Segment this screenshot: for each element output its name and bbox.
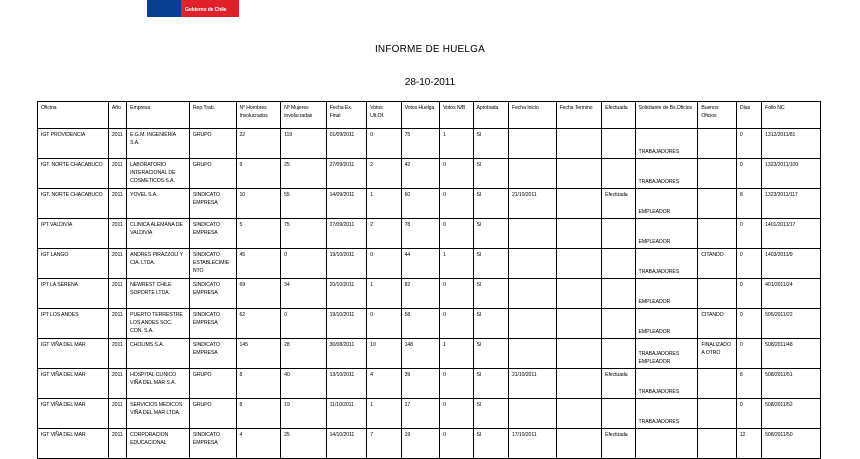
table-cell: 28 (281, 339, 327, 369)
table-cell: 508/2011/50 (762, 429, 821, 459)
table-cell: SINDICATO EMPRESA (189, 219, 236, 249)
table-cell (556, 249, 602, 279)
table-cell: Efectuada (602, 189, 635, 219)
table-cell: Efectuada (602, 369, 635, 399)
table-cell: 2011 (108, 129, 126, 159)
table-cell: GRUPO (189, 159, 236, 189)
table-cell (556, 309, 602, 339)
table-cell: 10 (236, 189, 281, 219)
column-header: Solicitante de Bs.Oficios (635, 102, 698, 129)
table-cell (602, 339, 635, 369)
table-cell (698, 399, 736, 429)
table-header (38, 102, 821, 129)
table-cell: 4 (367, 369, 401, 399)
table-cell: 2011 (108, 339, 126, 369)
table-cell: 30/08/2011 (326, 339, 367, 369)
table-cell: 1 (367, 279, 401, 309)
table-cell: 13/10/2011 (326, 369, 367, 399)
table-cell: 9 (236, 159, 281, 189)
table-cell (602, 159, 635, 189)
table-cell: 0 (736, 279, 761, 309)
table-cell: 401/2011/24 (762, 279, 821, 309)
table-cell (556, 369, 602, 399)
table-cell (602, 219, 635, 249)
table-cell: IPT LOS ANDES (38, 309, 109, 339)
table-cell: SI (473, 309, 508, 339)
column-header: Nº Mujeres Involucradas (281, 102, 327, 129)
table-cell: 0 (736, 249, 761, 279)
table-cell: Efectuada (602, 429, 635, 459)
column-header: Votos Ult.Of. (367, 102, 401, 129)
logo-blue-block (147, 0, 181, 17)
table-cell: LABORATORIO INTERACIONAL DE COSMETICOS S.A. (127, 159, 190, 189)
table-cell: 1 (367, 399, 401, 429)
table-cell (556, 339, 602, 369)
table-cell: 2 (367, 159, 401, 189)
table-row (38, 339, 821, 369)
table-cell (602, 249, 635, 279)
table-cell: EMPLEADOR (635, 189, 698, 219)
table-row (38, 279, 821, 309)
table-cell: 0 (281, 249, 327, 279)
table-cell: IGT VIÑA DEL MAR (38, 429, 109, 459)
table-cell: 119 (281, 129, 327, 159)
table-cell: 2011 (108, 219, 126, 249)
table-cell: 39 (401, 369, 439, 399)
report-title: INFORME DE HUELGA (374, 44, 486, 55)
table-cell: EMPLEADOR (635, 309, 698, 339)
table-cell: 1312/2011/81 (762, 129, 821, 159)
table-cell: 19/10/2011 (326, 249, 367, 279)
table-cell: SINDICATO ESTABLECIMIENTO (189, 249, 236, 279)
table-cell: 45 (236, 249, 281, 279)
table-cell (508, 159, 556, 189)
table-cell: 34 (281, 279, 327, 309)
table-cell: NEWREST CHILE SOPORTE LTDA. (127, 279, 190, 309)
table-cell: SI (473, 279, 508, 309)
report-date: 28-10-2011 (404, 77, 456, 88)
table-cell: SI (473, 399, 508, 429)
table-cell: 1403/2011/9 (762, 249, 821, 279)
table-cell: SI (473, 219, 508, 249)
table-cell: 7 (367, 429, 401, 459)
table-cell (508, 339, 556, 369)
table-cell: EMPLEADOR (635, 219, 698, 249)
table-cell (556, 189, 602, 219)
table-cell: 60 (401, 189, 439, 219)
table-cell: SINDICATO EMPRESA (189, 309, 236, 339)
table-cell: 0 (736, 339, 761, 369)
table-row (38, 219, 821, 249)
table-cell: IGT PROVIDENCIA (38, 129, 109, 159)
table-cell: GRUPO (189, 369, 236, 399)
table-cell: SINDICATO EMPRESA (189, 189, 236, 219)
table-cell (556, 429, 602, 459)
table-cell (698, 219, 736, 249)
table-cell: 0 (440, 429, 473, 459)
table-cell: 2011 (108, 429, 126, 459)
table-row (38, 129, 821, 159)
column-header: Buenos Oficios (698, 102, 736, 129)
table-cell (602, 309, 635, 339)
table-cell: IPT VALDIVIA (38, 219, 109, 249)
table-cell: FINALIZADO A OTRO (698, 339, 736, 369)
column-header: Rep.Trab. (189, 102, 236, 129)
column-header: Fecha Ex. Final (326, 102, 367, 129)
table-cell: 1323/2011/109 (762, 159, 821, 189)
table-cell: 10 (367, 339, 401, 369)
table-cell: 1323/2011/117 (762, 189, 821, 219)
column-header: Oficina (38, 102, 109, 129)
table-cell: 0 (281, 309, 327, 339)
column-header: Votos Huelga (401, 102, 439, 129)
table-cell: SI (473, 429, 508, 459)
table-cell: GRUPO (189, 129, 236, 159)
table-cell: CLINICA ALEMANA DE VALDIVIA (127, 219, 190, 249)
table-cell: 1 (440, 249, 473, 279)
column-header: Días (736, 102, 761, 129)
table-cell (508, 399, 556, 429)
table-cell: 0 (440, 399, 473, 429)
table-cell: 2011 (108, 189, 126, 219)
table-cell: 62 (236, 309, 281, 339)
table-cell: 27/09/2011 (326, 159, 367, 189)
table-cell: 22 (236, 129, 281, 159)
column-header: Empresa (127, 102, 190, 129)
table-cell: YOVEL S.A. (127, 189, 190, 219)
table-row (38, 399, 821, 429)
table-cell: 0 (440, 279, 473, 309)
table-row (38, 249, 821, 279)
table-cell: 11/10/2011 (326, 399, 367, 429)
table-cell: TRABAJADORES (635, 369, 698, 399)
table-cell: 2011 (108, 309, 126, 339)
table-cell: 0 (440, 159, 473, 189)
table-cell (602, 129, 635, 159)
table-cell: CHOLIMS S.A. (127, 339, 190, 369)
table-cell: IGT VIÑA DEL MAR (38, 339, 109, 369)
table-cell: CITANDO (698, 249, 736, 279)
table-cell: SI (473, 129, 508, 159)
table-cell: 17/10/2011 (508, 429, 556, 459)
table-cell: 1 (367, 189, 401, 219)
table-cell: 0 (440, 189, 473, 219)
table-cell (508, 309, 556, 339)
header-row (38, 102, 821, 129)
table-cell: 1401/2011/17 (762, 219, 821, 249)
table-cell: 8 (736, 189, 761, 219)
table-cell: 2011 (108, 399, 126, 429)
table-cell (508, 279, 556, 309)
table-cell: 19 (281, 399, 327, 429)
table-cell: 2 (367, 219, 401, 249)
table-cell: HOSPITAL CLINICO VIÑA DEL MAR S.A. (127, 369, 190, 399)
table-cell: TRABAJADORES (635, 399, 698, 429)
table-cell: 20/10/2011 (326, 279, 367, 309)
table-cell: 2011 (108, 159, 126, 189)
table-cell: TRABAJADORES (635, 159, 698, 189)
table-cell: 1 (440, 339, 473, 369)
table-row (38, 159, 821, 189)
table-cell: 40 (281, 369, 327, 399)
table-cell (508, 129, 556, 159)
table-cell: 508/2011/52 (762, 399, 821, 429)
table-cell: PUERTO TERRESTRE LOS ANDES SOC. CON. S.A. (127, 309, 190, 339)
table-cell: IGT VIÑA DEL MAR (38, 399, 109, 429)
table-cell: 14/09/2011 (326, 189, 367, 219)
table-cell (698, 369, 736, 399)
table-cell (556, 279, 602, 309)
column-header: Fecha Inicio (508, 102, 556, 129)
table-cell: 42 (401, 159, 439, 189)
table-cell (556, 399, 602, 429)
table-cell: 0 (736, 309, 761, 339)
column-header: Fecha Termino (556, 102, 602, 129)
table-cell: 27/09/2011 (326, 219, 367, 249)
table-cell (602, 399, 635, 429)
table-cell: 69 (236, 279, 281, 309)
table-cell: SI (473, 369, 508, 399)
table-cell: 0 (440, 309, 473, 339)
table-cell: 148 (401, 339, 439, 369)
table-cell (602, 279, 635, 309)
table-cell: 0 (367, 129, 401, 159)
table-cell (508, 219, 556, 249)
table-cell: 75 (281, 219, 327, 249)
table-cell: 21/10/2011 (508, 369, 556, 399)
table-cell: 4 (236, 429, 281, 459)
table-row (38, 369, 821, 399)
table-row (38, 189, 821, 219)
table-cell: GRUPO (189, 399, 236, 429)
logo-text: Gobierno de Chile (185, 7, 227, 13)
table-cell: 01/09/2011 (326, 129, 367, 159)
table-cell: 44 (401, 249, 439, 279)
table-cell: 8 (736, 369, 761, 399)
table-cell: 12 (736, 429, 761, 459)
table-cell: 75 (401, 129, 439, 159)
table-cell (556, 159, 602, 189)
column-header: Año (108, 102, 126, 129)
strike-report-table (37, 101, 821, 459)
table-cell: CORPORACION EDUCACIONAL (127, 429, 190, 459)
table-cell: 8 (236, 399, 281, 429)
table-cell: 0 (367, 249, 401, 279)
table-cell (698, 159, 736, 189)
table-cell: 508/2011/48 (762, 339, 821, 369)
table-cell: 0 (736, 129, 761, 159)
government-logo (147, 0, 239, 17)
table-cell: SI (473, 189, 508, 219)
table-cell (635, 429, 698, 459)
table-cell: IPT LA SERENA (38, 279, 109, 309)
table-cell: EMPLEADOR (635, 279, 698, 309)
table-cell: SERVICIOS MEDICOS VIÑA DEL MAR LTDA. (127, 399, 190, 429)
table-cell: TRABAJADORES (635, 249, 698, 279)
table-cell (508, 249, 556, 279)
table-body (38, 129, 821, 459)
table-cell: 0 (367, 309, 401, 339)
table-cell: 0 (736, 159, 761, 189)
table-cell: 5 (236, 219, 281, 249)
table-cell: 0 (440, 369, 473, 399)
table-cell: 145 (236, 339, 281, 369)
column-header: Aprobada (473, 102, 508, 129)
table-cell: SINDICATO EMPRESA (189, 429, 236, 459)
table-cell (698, 189, 736, 219)
table-cell: ANDRES PIRAZZOLI Y CIA. LTDA. (127, 249, 190, 279)
table-cell: 55 (281, 189, 327, 219)
column-header: Votos N/B (440, 102, 473, 129)
table-cell: IGT. NORTE CHACABUCO (38, 159, 109, 189)
table-cell: IGT VIÑA DEL MAR (38, 369, 109, 399)
table-cell: 2011 (108, 279, 126, 309)
table-cell (556, 129, 602, 159)
table-cell (698, 129, 736, 159)
table-cell: 2011 (108, 369, 126, 399)
table-cell: 505/2011/22 (762, 309, 821, 339)
table-cell: 14/10/2011 (326, 429, 367, 459)
table-cell: IGT LANGO (38, 249, 109, 279)
table-row (38, 309, 821, 339)
table-cell (698, 429, 736, 459)
table-cell: E.G.M. INGENIERÍA S.A. (127, 129, 190, 159)
table-cell: 25 (281, 429, 327, 459)
table-cell (698, 279, 736, 309)
table-cell: 0 (736, 219, 761, 249)
table-cell: 21/10/2011 (508, 189, 556, 219)
table-cell: 0 (440, 219, 473, 249)
table-cell: TRABAJADORES (635, 129, 698, 159)
table-row (38, 429, 821, 459)
table-cell: 19/10/2011 (326, 309, 367, 339)
table-cell (556, 219, 602, 249)
table-cell: SI (473, 159, 508, 189)
table-cell: 1 (440, 129, 473, 159)
table-cell: SI (473, 249, 508, 279)
table-cell: 78 (401, 219, 439, 249)
table-cell: 0 (736, 399, 761, 429)
table-cell: SINDICATO EMPRESA (189, 339, 236, 369)
table-cell: 19 (401, 429, 439, 459)
table-cell: IGT. NORTE CHACABUCO (38, 189, 109, 219)
table-cell: 2011 (108, 249, 126, 279)
table-cell: 25 (281, 159, 327, 189)
table-cell: 17 (401, 399, 439, 429)
column-header: Folio NC (762, 102, 821, 129)
column-header: Efectuada (602, 102, 635, 129)
table-cell: 82 (401, 279, 439, 309)
table-cell: 58 (401, 309, 439, 339)
table-cell: SI (473, 339, 508, 369)
table-cell: CITANDO (698, 309, 736, 339)
table-cell: 8 (236, 369, 281, 399)
table-cell: TRABAJADORES EMPLEADOR (635, 339, 698, 369)
column-header: Nº Hombres Involucrados (236, 102, 281, 129)
table-cell: 508/2011/51 (762, 369, 821, 399)
table-cell: SINDICATO EMPRESA (189, 279, 236, 309)
